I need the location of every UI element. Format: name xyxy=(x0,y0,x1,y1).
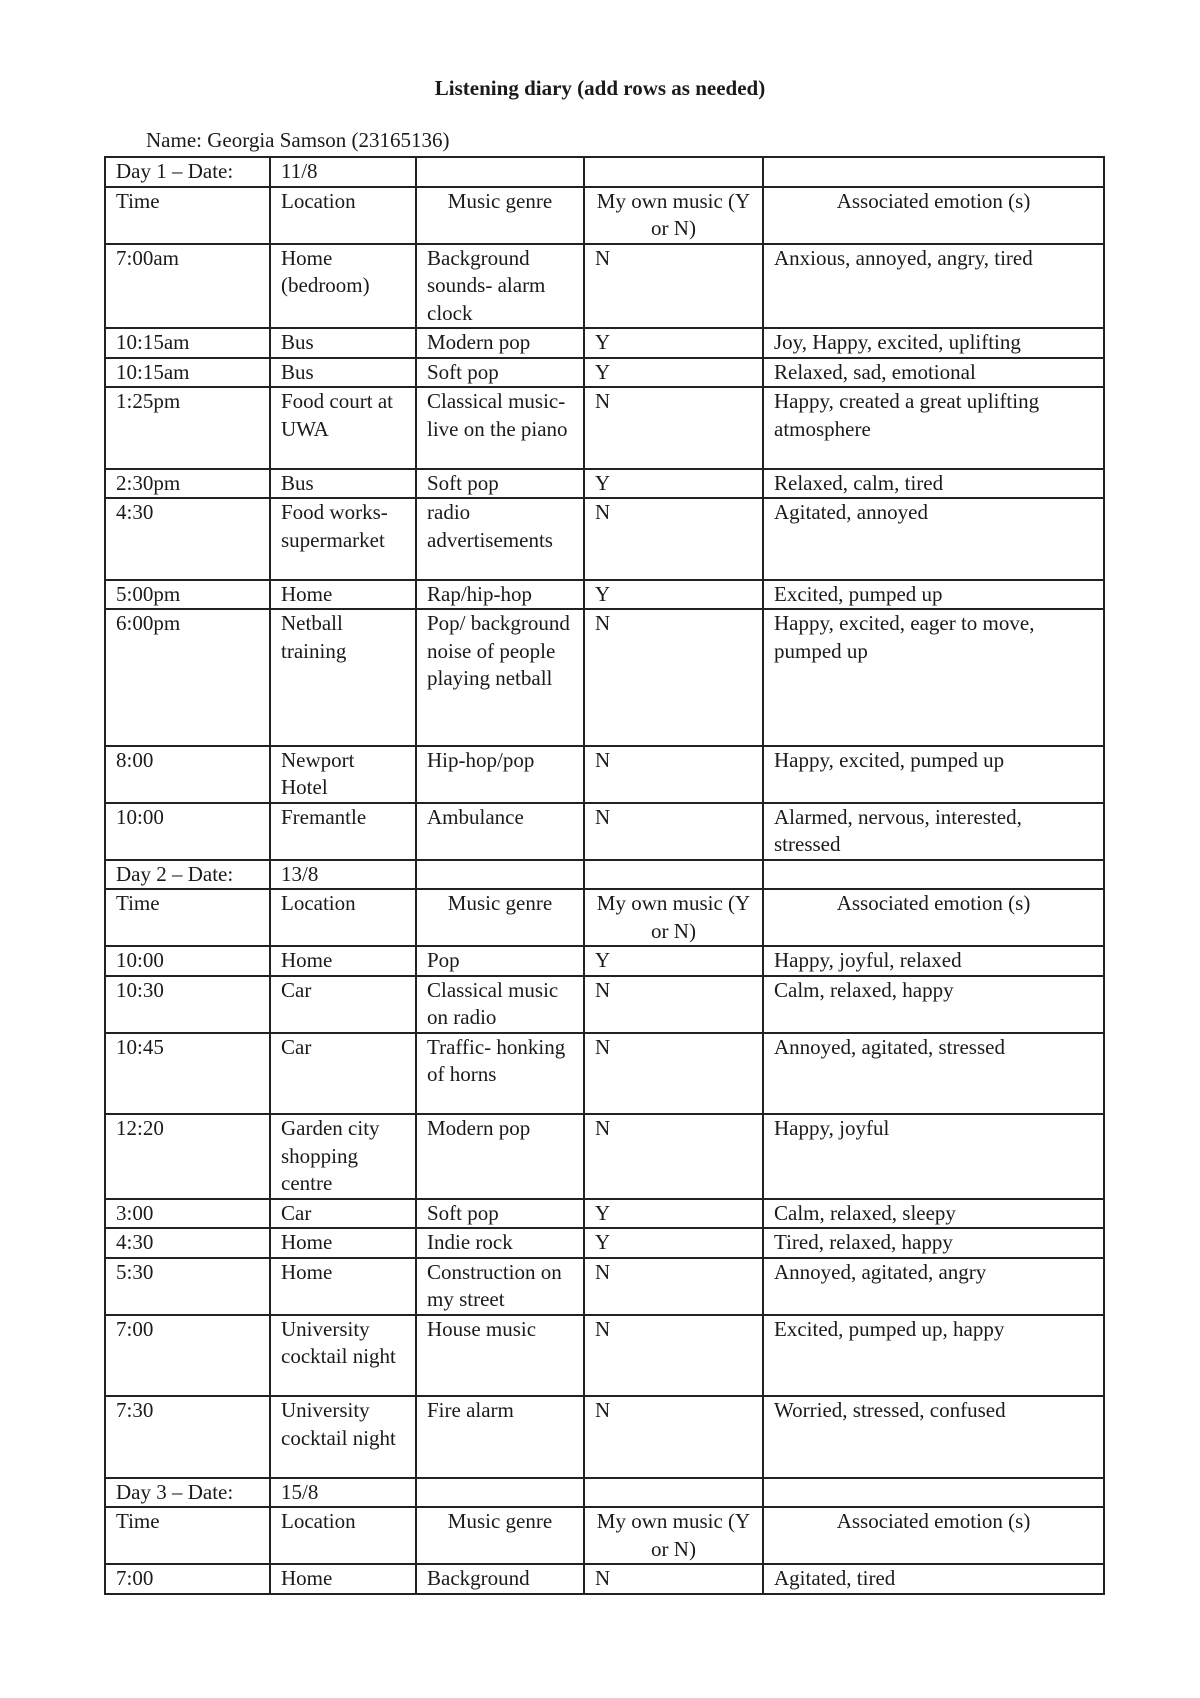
header-emotion: Associated emotion (s) xyxy=(763,187,1104,244)
column-header-row xyxy=(105,1507,1104,1564)
genre-cell: Background xyxy=(416,1564,584,1594)
own-music-cell: N xyxy=(584,244,763,329)
header-time: Time xyxy=(105,1507,270,1564)
time-cell: 7:00 xyxy=(105,1564,270,1594)
location-cell: Home (bedroom) xyxy=(270,244,416,329)
genre-cell: Fire alarm xyxy=(416,1396,584,1478)
table-row xyxy=(105,746,1104,803)
time-cell: 7:00am xyxy=(105,244,270,329)
column-header-row xyxy=(105,889,1104,946)
table-row xyxy=(105,1114,1104,1199)
empty-cell xyxy=(763,860,1104,890)
emotion-cell: Excited, pumped up xyxy=(763,580,1104,610)
emotion-cell: Alarmed, nervous, interested, stressed xyxy=(763,803,1104,860)
table-row xyxy=(105,946,1104,976)
location-cell: Bus xyxy=(270,469,416,499)
table-row xyxy=(105,358,1104,388)
table-row xyxy=(105,387,1104,469)
time-cell: 10:00 xyxy=(105,803,270,860)
table-row xyxy=(105,803,1104,860)
own-music-cell: Y xyxy=(584,469,763,499)
location-cell: Bus xyxy=(270,328,416,358)
location-cell: Home xyxy=(270,1258,416,1315)
own-music-cell: Y xyxy=(584,328,763,358)
emotion-cell: Excited, pumped up, happy xyxy=(763,1315,1104,1397)
table-row xyxy=(105,1564,1104,1594)
time-cell: 6:00pm xyxy=(105,609,270,746)
day-date: 11/8 xyxy=(270,157,416,187)
own-music-cell: N xyxy=(584,498,763,580)
time-cell: 10:15am xyxy=(105,358,270,388)
own-music-cell: N xyxy=(584,1396,763,1478)
location-cell: Garden city shopping centre xyxy=(270,1114,416,1199)
location-cell: University cocktail night xyxy=(270,1315,416,1397)
time-cell: 7:00 xyxy=(105,1315,270,1397)
location-cell: Car xyxy=(270,1199,416,1229)
student-name: Name: Georgia Samson (23165136) xyxy=(146,128,450,152)
table-row xyxy=(105,1228,1104,1258)
genre-cell: Classical music- live on the piano xyxy=(416,387,584,469)
emotion-cell: Happy, excited, eager to move, pumped up xyxy=(763,609,1104,746)
genre-cell: Soft pop xyxy=(416,358,584,388)
location-cell: Home xyxy=(270,1228,416,1258)
emotion-cell: Annoyed, agitated, stressed xyxy=(763,1033,1104,1115)
emotion-cell: Agitated, tired xyxy=(763,1564,1104,1594)
empty-cell xyxy=(763,1478,1104,1508)
own-music-cell: N xyxy=(584,1114,763,1199)
header-location: Location xyxy=(270,889,416,946)
own-music-cell: N xyxy=(584,1033,763,1115)
location-cell: Home xyxy=(270,1564,416,1594)
own-music-cell: N xyxy=(584,1315,763,1397)
location-cell: Home xyxy=(270,580,416,610)
genre-cell: Hip-hop/pop xyxy=(416,746,584,803)
genre-cell: Soft pop xyxy=(416,469,584,499)
day-label: Day 2 – Date: xyxy=(105,860,270,890)
location-cell: Fremantle xyxy=(270,803,416,860)
emotion-cell: Worried, stressed, confused xyxy=(763,1396,1104,1478)
time-cell: 10:00 xyxy=(105,946,270,976)
time-cell: 1:25pm xyxy=(105,387,270,469)
emotion-cell: Anxious, annoyed, angry, tired xyxy=(763,244,1104,329)
time-cell: 4:30 xyxy=(105,1228,270,1258)
header-time: Time xyxy=(105,889,270,946)
table-row xyxy=(105,976,1104,1033)
header-emotion: Associated emotion (s) xyxy=(763,889,1104,946)
emotion-cell: Relaxed, calm, tired xyxy=(763,469,1104,499)
genre-cell: House music xyxy=(416,1315,584,1397)
table-row xyxy=(105,609,1104,746)
empty-cell xyxy=(584,860,763,890)
genre-cell: Background sounds- alarm clock xyxy=(416,244,584,329)
location-cell: Home xyxy=(270,946,416,976)
table-row xyxy=(105,244,1104,329)
location-cell: Car xyxy=(270,976,416,1033)
listening-diary-table xyxy=(104,156,1105,1595)
own-music-cell: Y xyxy=(584,580,763,610)
location-cell: University cocktail night xyxy=(270,1396,416,1478)
genre-cell: Indie rock xyxy=(416,1228,584,1258)
table-row xyxy=(105,1315,1104,1397)
time-cell: 2:30pm xyxy=(105,469,270,499)
table-row xyxy=(105,1258,1104,1315)
emotion-cell: Happy, joyful, relaxed xyxy=(763,946,1104,976)
emotion-cell: Joy, Happy, excited, uplifting xyxy=(763,328,1104,358)
time-cell: 7:30 xyxy=(105,1396,270,1478)
genre-cell: Modern pop xyxy=(416,328,584,358)
header-own-music: My own music (Y or N) xyxy=(584,1507,763,1564)
genre-cell: Rap/hip-hop xyxy=(416,580,584,610)
time-cell: 5:00pm xyxy=(105,580,270,610)
emotion-cell: Annoyed, agitated, angry xyxy=(763,1258,1104,1315)
emotion-cell: Agitated, annoyed xyxy=(763,498,1104,580)
own-music-cell: Y xyxy=(584,946,763,976)
day-date: 13/8 xyxy=(270,860,416,890)
time-cell: 12:20 xyxy=(105,1114,270,1199)
own-music-cell: N xyxy=(584,609,763,746)
own-music-cell: N xyxy=(584,1258,763,1315)
empty-cell xyxy=(584,157,763,187)
time-cell: 4:30 xyxy=(105,498,270,580)
genre-cell: Construction on my street xyxy=(416,1258,584,1315)
table-row xyxy=(105,580,1104,610)
day-label: Day 1 – Date: xyxy=(105,157,270,187)
header-emotion: Associated emotion (s) xyxy=(763,1507,1104,1564)
table-row xyxy=(105,469,1104,499)
location-cell: Food court at UWA xyxy=(270,387,416,469)
own-music-cell: Y xyxy=(584,1199,763,1229)
own-music-cell: N xyxy=(584,746,763,803)
genre-cell: Pop xyxy=(416,946,584,976)
genre-cell: Traffic- honking of horns xyxy=(416,1033,584,1115)
genre-cell: radio advertisements xyxy=(416,498,584,580)
table-row xyxy=(105,328,1104,358)
day-label: Day 3 – Date: xyxy=(105,1478,270,1508)
own-music-cell: N xyxy=(584,976,763,1033)
emotion-cell: Calm, relaxed, sleepy xyxy=(763,1199,1104,1229)
empty-cell xyxy=(763,157,1104,187)
time-cell: 10:15am xyxy=(105,328,270,358)
table-row xyxy=(105,1199,1104,1229)
header-genre: Music genre xyxy=(416,889,584,946)
emotion-cell: Happy, created a great uplifting atmosphere xyxy=(763,387,1104,469)
genre-cell: Classical music on radio xyxy=(416,976,584,1033)
own-music-cell: Y xyxy=(584,1228,763,1258)
header-own-music: My own music (Y or N) xyxy=(584,187,763,244)
emotion-cell: Happy, joyful xyxy=(763,1114,1104,1199)
header-location: Location xyxy=(270,1507,416,1564)
location-cell: Car xyxy=(270,1033,416,1115)
location-cell: Newport Hotel xyxy=(270,746,416,803)
time-cell: 8:00 xyxy=(105,746,270,803)
header-own-music: My own music (Y or N) xyxy=(584,889,763,946)
emotion-cell: Tired, relaxed, happy xyxy=(763,1228,1104,1258)
emotion-cell: Happy, excited, pumped up xyxy=(763,746,1104,803)
own-music-cell: Y xyxy=(584,358,763,388)
own-music-cell: N xyxy=(584,1564,763,1594)
empty-cell xyxy=(416,860,584,890)
time-cell: 10:45 xyxy=(105,1033,270,1115)
time-cell: 3:00 xyxy=(105,1199,270,1229)
table-row xyxy=(105,1396,1104,1478)
page-title: Listening diary (add rows as needed) xyxy=(434,76,766,100)
header-location: Location xyxy=(270,187,416,244)
day-header-row xyxy=(105,860,1104,890)
genre-cell: Modern pop xyxy=(416,1114,584,1199)
genre-cell: Ambulance xyxy=(416,803,584,860)
day-header-row xyxy=(105,1478,1104,1508)
genre-cell: Pop/ background noise of people playing netball xyxy=(416,609,584,746)
header-genre: Music genre xyxy=(416,187,584,244)
day-header-row xyxy=(105,157,1104,187)
own-music-cell: N xyxy=(584,387,763,469)
location-cell: Bus xyxy=(270,358,416,388)
genre-cell: Soft pop xyxy=(416,1199,584,1229)
own-music-cell: N xyxy=(584,803,763,860)
emotion-cell: Calm, relaxed, happy xyxy=(763,976,1104,1033)
day-date: 15/8 xyxy=(270,1478,416,1508)
column-header-row xyxy=(105,187,1104,244)
time-cell: 5:30 xyxy=(105,1258,270,1315)
emotion-cell: Relaxed, sad, emotional xyxy=(763,358,1104,388)
empty-cell xyxy=(416,1478,584,1508)
table-row xyxy=(105,1033,1104,1115)
empty-cell xyxy=(584,1478,763,1508)
header-genre: Music genre xyxy=(416,1507,584,1564)
location-cell: Netball training xyxy=(270,609,416,746)
time-cell: 10:30 xyxy=(105,976,270,1033)
header-time: Time xyxy=(105,187,270,244)
empty-cell xyxy=(416,157,584,187)
table-row xyxy=(105,498,1104,580)
location-cell: Food works- supermarket xyxy=(270,498,416,580)
